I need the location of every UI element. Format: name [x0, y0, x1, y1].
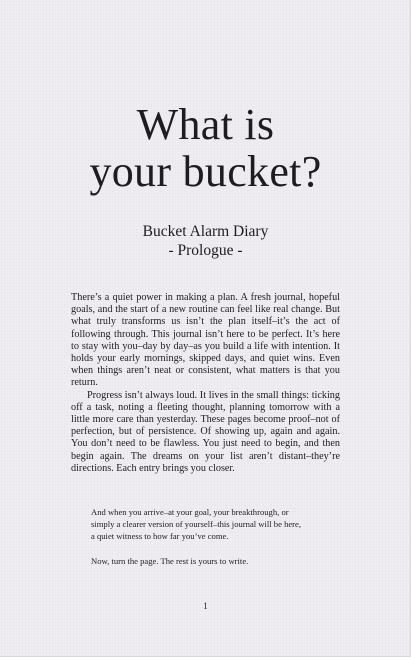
closing-line-1: And when you arrive–at your goal, your breakthrough, or — [91, 507, 289, 517]
closing-line-3: a quiet witness to how far you’ve come. — [91, 531, 229, 542]
subtitle-line-2: - Prologue - — [168, 242, 243, 259]
closing-line-2: simply a clearer version of yourself–this journal will be here, — [91, 519, 302, 530]
closing-block — [91, 506, 341, 579]
subtitle — [0, 222, 411, 260]
body-text — [71, 292, 340, 475]
subtitle-line-1: Bucket Alarm Diary — [142, 223, 269, 240]
title-line-2: your bucket? — [89, 147, 322, 196]
page-title — [0, 101, 411, 195]
closing-final: Now, turn the page. The rest is yours to write. — [91, 555, 249, 566]
title-line-1: What is — [136, 100, 275, 149]
paragraph-2: Progress isn’t always loud. It lives in the small things: ticking off a task, noting a fleeting thought, planning tomorrow with a little more care than yesterday. These pages become proof–not of perfection, but of persistence. Of showing up, again and again. You don’t need to be flawless. You just need to begin, and then begin again. The dreams on your list aren’t distant–they’re directions. Each entry brings you closer. — [71, 389, 340, 474]
paragraph-1: There’s a quiet power in making a plan. A fresh journal, hopeful goals, and the start of a new routine can feel like real change. But what truly transforms us isn’t the plan itself–it’s the act of following through. This journal isn’t here to be perfect. It’s here to stay with you–day by day–as you build a life with intention. It holds your early mornings, skipped days, and quiet wins. Even when things aren’t neat or consistent, what matters is that you return. — [71, 292, 340, 389]
page-number: 1 — [203, 601, 208, 611]
closing-paragraph — [91, 506, 341, 543]
